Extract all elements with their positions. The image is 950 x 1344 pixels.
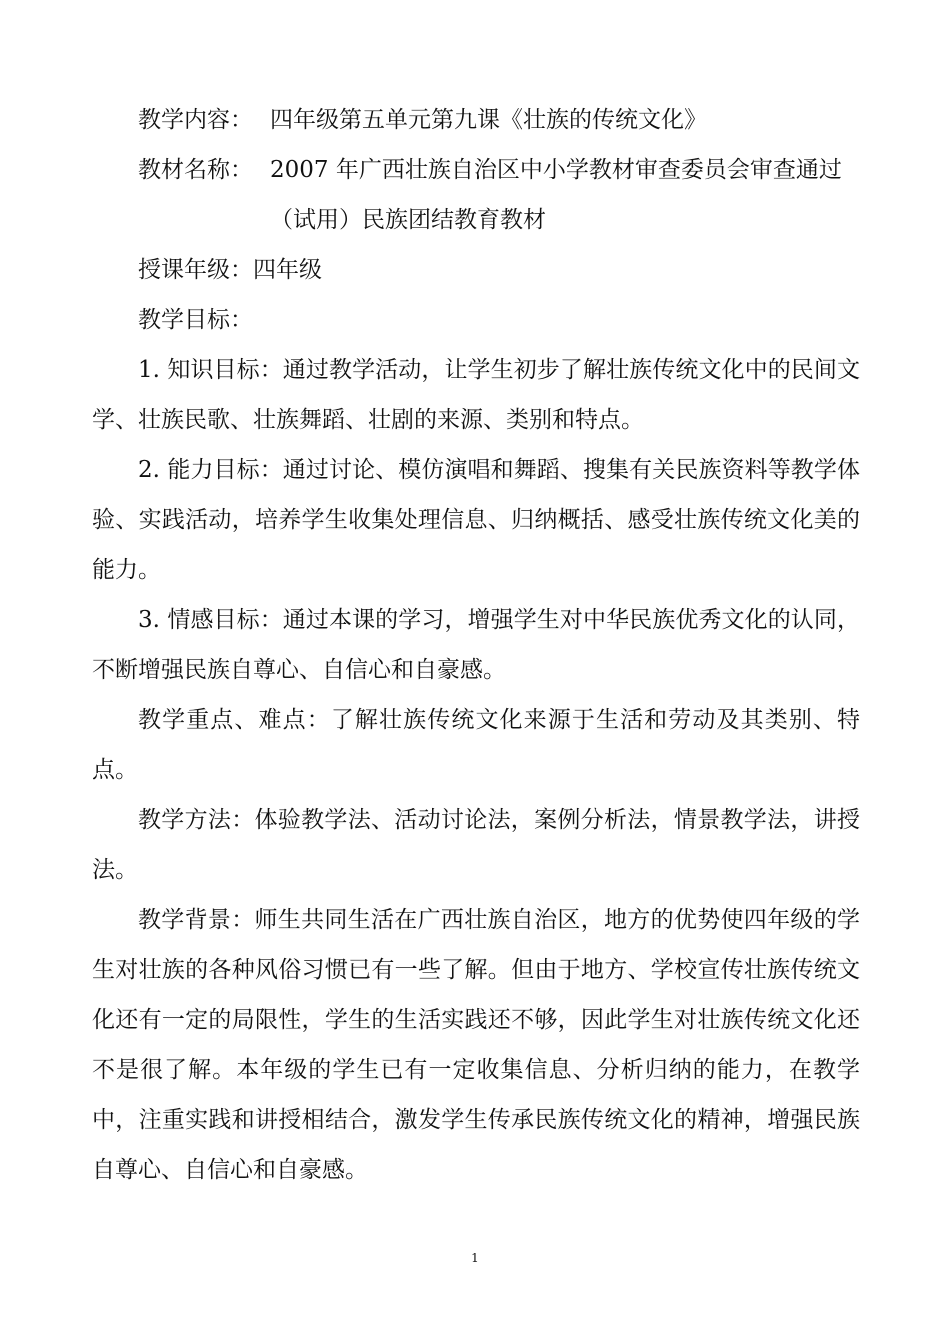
objectives-heading-text: 教学目标： xyxy=(138,307,253,333)
field-teaching-content xyxy=(92,95,860,145)
objectives-heading xyxy=(92,295,860,345)
objective-ability: 2. 能力目标：通过讨论、模仿演唱和舞蹈、搜集有关民族资料等教学体验、实践活动，培养学生收集处理信息、归纳概括、感受壮族传统文化美的能力。 xyxy=(92,457,860,583)
field-grade xyxy=(92,245,860,295)
field-value: 四年级第五单元第九课《壮族的传统文化》 xyxy=(270,107,707,133)
methods-paragraph: 教学方法：体验教学法、活动讨论法，案例分析法，情景教学法，讲授法。 xyxy=(92,807,860,883)
document-body xyxy=(92,95,860,1195)
field-textbook-name xyxy=(92,145,860,245)
field-label: 教学内容： xyxy=(138,107,253,133)
field-value: 2007 年广西壮族自治区中小学教材审查委员会审查通过（试用）民族团结教育教材 xyxy=(270,157,842,233)
field-label: 教材名称： xyxy=(138,157,253,183)
page-number: 1 xyxy=(471,1251,479,1265)
field-value: 四年级 xyxy=(253,257,322,283)
field-label: 授课年级： xyxy=(138,257,253,283)
objective-knowledge: 1. 知识目标：通过教学活动，让学生初步了解壮族传统文化中的民间文学、壮族民歌、壮族舞蹈、壮剧的来源、类别和特点。 xyxy=(92,357,860,433)
key-points-paragraph: 教学重点、难点：了解壮族传统文化来源于生活和劳动及其类别、特点。 xyxy=(92,707,860,783)
background-paragraph: 教学背景：师生共同生活在广西壮族自治区，地方的优势使四年级的学生对壮族的各种风俗习惯已有一些了解。但由于地方、学校宣传壮族传统文化还有一定的局限性，学生的生活实践还不够，因此学生对壮族传统文化还不是很了解。本年级的学生已有一定收集信息、分析归纳的能力，在教学中，注重实践和讲授相结合，激发学生传承民族传统文化的精神，增强民族自尊心、自信心和自豪感。 xyxy=(92,907,860,1183)
objective-emotion: 3. 情感目标：通过本课的学习，增强学生对中华民族优秀文化的认同，不断增强民族自尊心、自信心和自豪感。 xyxy=(92,607,860,683)
